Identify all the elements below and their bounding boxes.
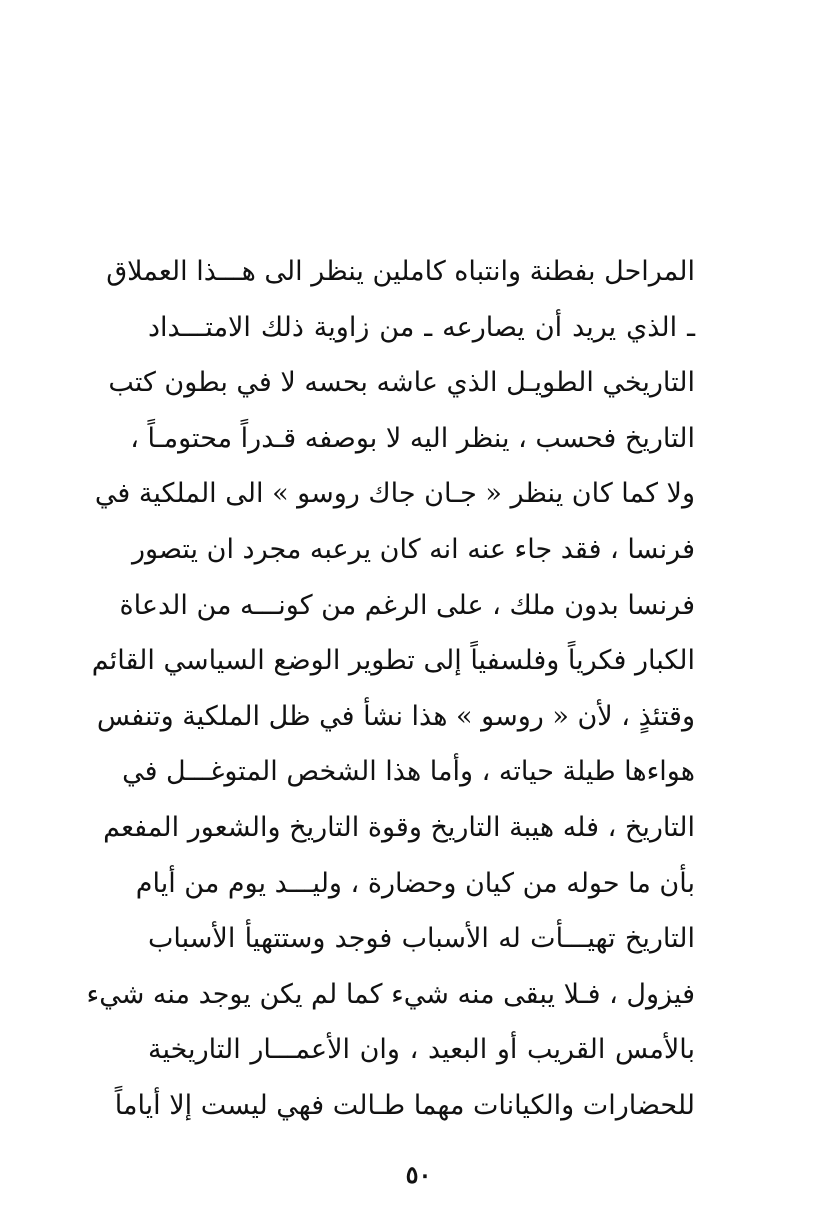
page-number: ٥٠ — [405, 1160, 432, 1189]
text-line: وقتئذٍ ، لأن « روسو » هذا نشأ في ظل الملكية وتنفس — [96, 700, 695, 732]
text-line: التاريخي الطويـل الذي عاشه بحسه لا في بطون كتب — [108, 367, 695, 399]
text-line: بالأمس القريب أو البعيد ، وان الأعمـــار التاريخية — [148, 1034, 695, 1066]
text-line: التاريخ ، فله هيبة التاريخ وقوة التاريخ والشعور المفعم — [103, 811, 695, 843]
text-line: المراحل بفطنة وانتباه كاملين ينظر الى هـــذا العملاق — [106, 256, 695, 287]
text-line: هواءها طيلة حياته ، وأما هذا الشخص المتوغـــل في — [122, 756, 695, 788]
text-line: للحضارات والكيانات مهما طـالت فهي ليست إلا أياماً — [114, 1089, 695, 1121]
text-line: ـ الذي يريد أن يصارعه ـ من زاوية ذلك الامتـــداد — [148, 311, 695, 343]
text-line: فرنسا بدون ملك ، على الرغم من كونـــه من الدعاة — [119, 589, 695, 621]
text-line: فيزول ، فـلا يبقى منه شيء كما لم يكن يوجد منه شيء — [86, 978, 695, 1010]
text-line: التاريخ تهيـــأت له الأسباب فوجد وستتهيأ الأسباب — [148, 923, 695, 955]
body-text — [86, 250, 695, 1140]
text-line: التاريخ فحسب ، ينظر اليه لا بوصفه قـدراً محتومـاً ، — [130, 422, 695, 454]
text-line: فرنسا ، فقد جاء عنه انه كان يرعبه مجرد ان يتصور — [131, 533, 695, 565]
text-line: الكبار فكرياً وفلسفياً إلى تطوير الوضع السياسي القائم — [91, 645, 695, 677]
text-line: بأن ما حوله من كيان وحضارة ، وليـــد يوم من أيام — [135, 867, 695, 899]
text-line: ولا كما كان ينظر « جـان جاك روسو » الى الملكية في — [94, 478, 695, 510]
